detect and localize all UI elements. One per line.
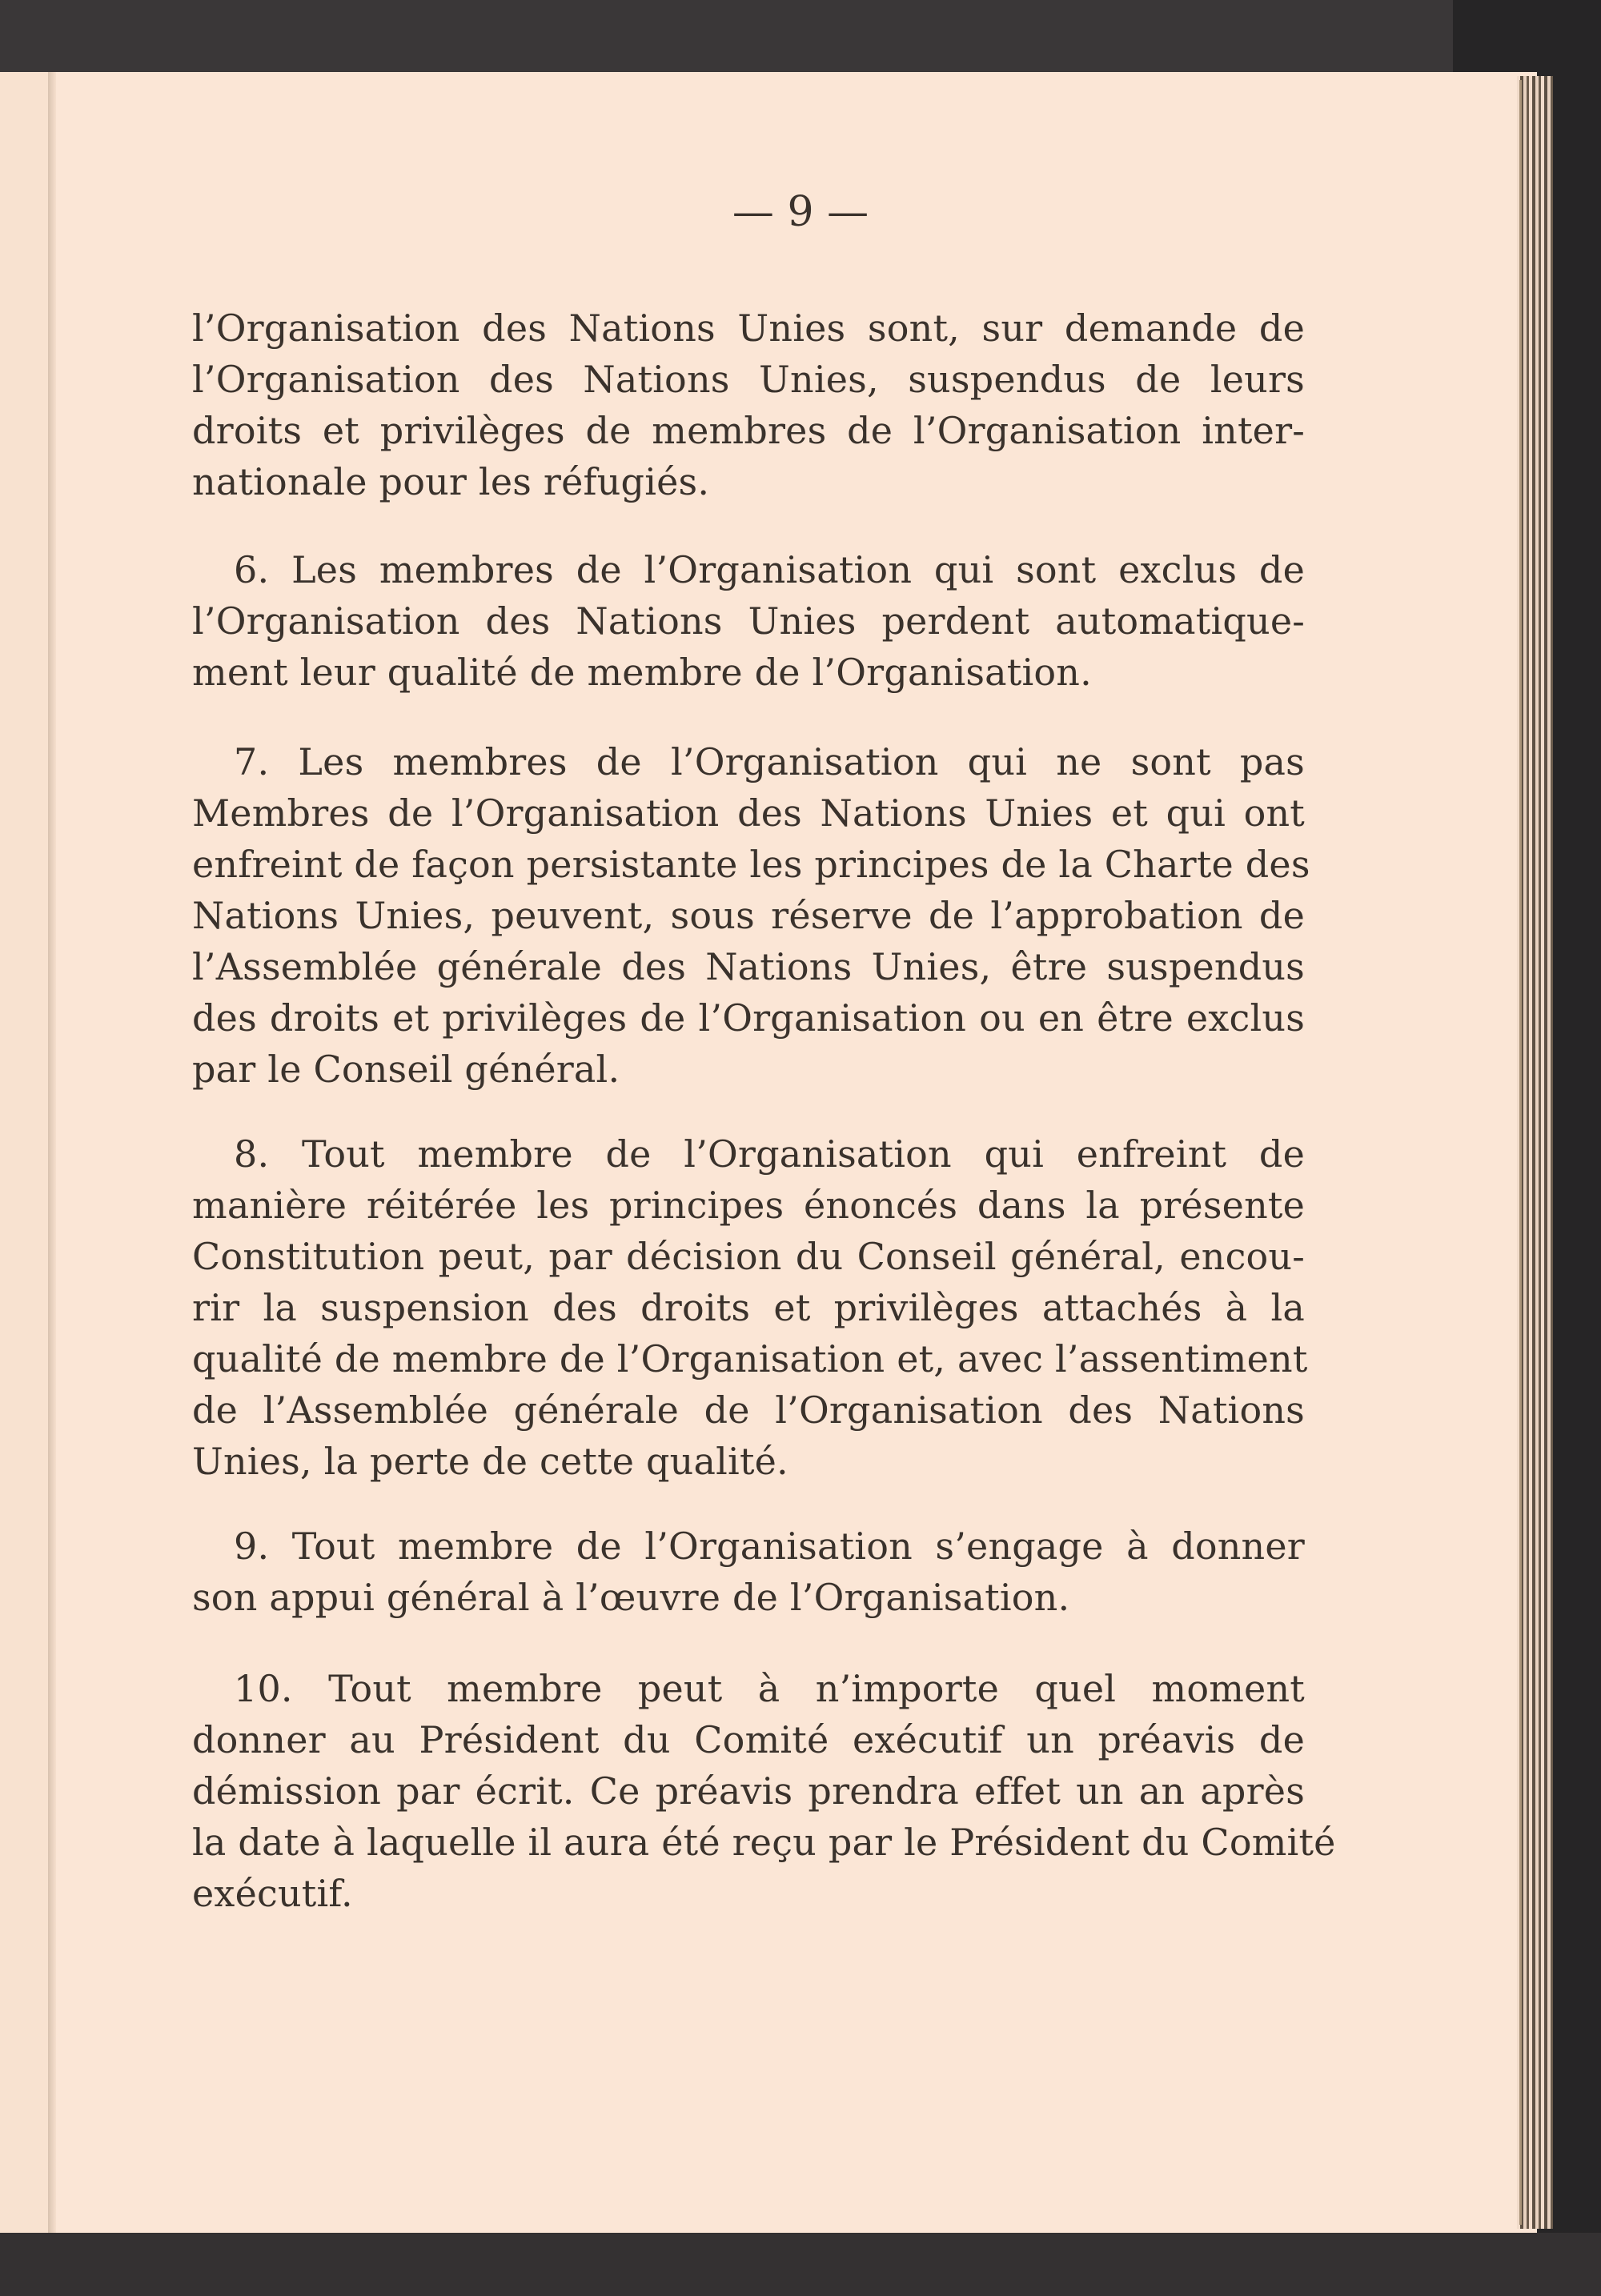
text-line: des droits et privilèges de l’Organisation ou en être exclus <box>192 996 1305 1040</box>
text-line: 10. Tout membre peut à n’importe quel moment <box>234 1667 1305 1710</box>
paragraph <box>192 544 1305 698</box>
text-line: ment leur qualité de membre de l’Organisation. <box>192 651 1092 694</box>
text-line: l’Assemblée générale des Nations Unies, être suspendus <box>192 945 1305 988</box>
text-line: Unies, la perte de cette qualité. <box>192 1440 788 1483</box>
text-line: de l’Assemblée générale de l’Organisation des Nations <box>192 1388 1305 1432</box>
text-line: son appui général à l’œuvre de l’Organisation. <box>192 1576 1070 1619</box>
text-line: enfreint de façon persistante les principes de la Charte des <box>192 843 1310 886</box>
text-line: 7. Les membres de l’Organisation qui ne sont pas <box>234 740 1305 783</box>
scan-background-bottom <box>0 2233 1601 2296</box>
text-line: démission par écrit. Ce préavis prendra effet un an après <box>192 1769 1305 1813</box>
book-gutter <box>48 72 56 2233</box>
text-line: l’Organisation des Nations Unies, suspendus de leurs <box>192 358 1305 401</box>
text-line: donner au Président du Comité exécutif un préavis de <box>192 1718 1305 1761</box>
text-line: rir la suspension des droits et privilèges attachés à la <box>192 1286 1305 1329</box>
paragraph <box>192 1663 1336 1919</box>
text-line: l’Organisation des Nations Unies perdent automatique- <box>192 599 1305 643</box>
facing-page-edge <box>0 72 50 2233</box>
page-number: — 9 — <box>732 188 869 236</box>
scan-background-top <box>0 0 1453 76</box>
paragraph <box>192 736 1310 1095</box>
paragraph <box>192 1128 1308 1487</box>
text-line: nationale pour les réfugiés. <box>192 460 710 503</box>
text-line: exécutif. <box>192 1872 353 1915</box>
text-line: l’Organisation des Nations Unies sont, sur demande de <box>192 307 1305 350</box>
page-stack-edges <box>1517 76 1553 2229</box>
paragraph <box>192 1521 1305 1623</box>
text-line: qualité de membre de l’Organisation et, avec l’assentiment <box>192 1337 1308 1380</box>
text-line: la date à laquelle il aura été reçu par le Président du Comité <box>192 1821 1336 1864</box>
paragraph <box>192 303 1305 507</box>
text-line: par le Conseil général. <box>192 1048 620 1091</box>
text-line: 8. Tout membre de l’Organisation qui enfreint de <box>234 1132 1305 1176</box>
text-line: droits et privilèges de membres de l’Organisation inter- <box>192 409 1305 452</box>
text-line: Membres de l’Organisation des Nations Unies et qui ont <box>192 791 1305 835</box>
text-line: 9. Tout membre de l’Organisation s’engage à donner <box>234 1525 1305 1568</box>
text-line: manière réitérée les principes énoncés dans la présente <box>192 1184 1305 1227</box>
page-edge-line <box>1519 80 1522 2225</box>
text-line: Nations Unies, peuvent, sous réserve de l’approbation de <box>192 894 1305 937</box>
text-line: 6. Les membres de l’Organisation qui sont exclus de <box>234 548 1305 591</box>
text-line: Constitution peut, par décision du Conseil général, encou- <box>192 1235 1305 1278</box>
